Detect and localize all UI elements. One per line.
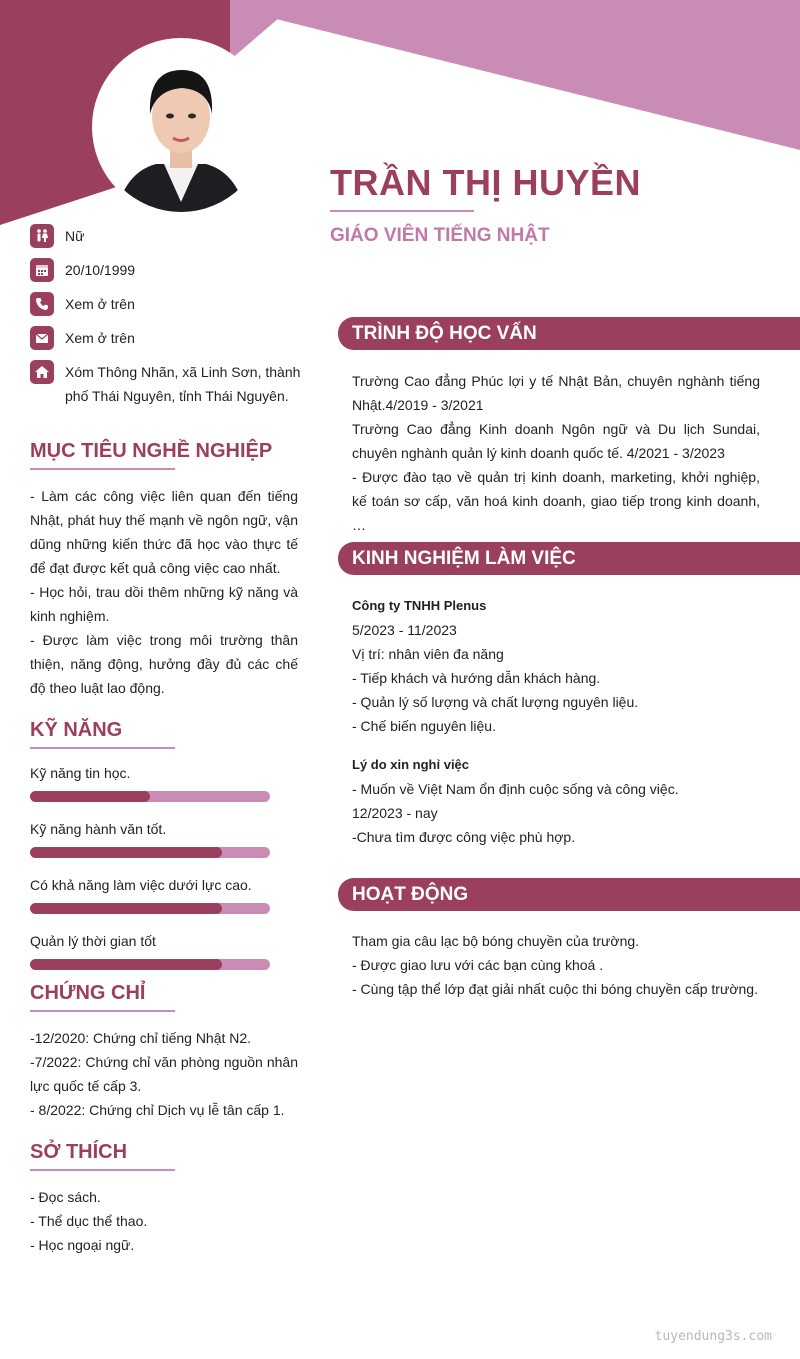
activities-body [338, 929, 760, 1001]
section-underline [30, 747, 175, 749]
skill-level-fill [30, 903, 222, 914]
certificate-item: -7/2022: Chứng chỉ văn phòng nguồn nhân lực quốc tế cấp 3. [30, 1054, 298, 1094]
contact-email [30, 326, 305, 350]
experience-heading: KINH NGHIỆM LÀM VIỆC [338, 542, 800, 575]
contact-birthday [30, 258, 305, 282]
objective-text: - Được làm việc trong môi trường thân thiện, năng động, hưởng đầy đủ các chế độ theo luật lao động. [30, 632, 298, 696]
contact-text: Xem ở trên [65, 330, 135, 346]
job-duty: - Tiếp khách và hướng dẫn khách hàng. [352, 670, 601, 686]
experience-section [338, 542, 800, 849]
job-duty: - Quản lý số lượng và chất lượng nguyên liệu. [352, 694, 639, 710]
hobbies-section [30, 1141, 298, 1257]
job-duty: - Chế biến nguyên liệu. [352, 718, 496, 734]
reason-text: - Muốn về Việt Nam ổn định cuộc sống và công việc. [352, 781, 679, 797]
education-heading: TRÌNH ĐỘ HỌC VẤN [338, 317, 800, 350]
hobby-item: - Học ngoại ngữ. [30, 1237, 135, 1253]
reason-text: -Chưa tìm được công việc phù hợp. [352, 829, 576, 845]
certificates-section [30, 982, 298, 1122]
gender-icon [30, 224, 54, 248]
experience-body [338, 594, 760, 849]
envelope-icon [30, 326, 54, 350]
activity-item: Tham gia câu lạc bộ bóng chuyền của trường. [352, 933, 640, 949]
job-position: Vị trí: nhân viên đa năng [352, 646, 504, 662]
job-title: GIÁO VIÊN TIẾNG NHẬT [330, 225, 550, 246]
home-icon [30, 360, 54, 384]
objective-heading: MỤC TIÊU NGHỀ NGHIỆP [30, 440, 273, 462]
certificates-heading: CHỨNG CHỈ [30, 982, 146, 1004]
education-entry: Trường Cao đẳng Kinh doanh Ngôn ngữ và Du lịch Sundai, chuyên nghành quản lý kinh doanh quốc tế. 4/2021 - 3/2023 [352, 421, 760, 461]
education-section [338, 317, 800, 537]
contact-text: Xóm Thông Nhãn, xã Linh Sơn, thành phố Thái Nguyên, tỉnh Thái Nguyên. [65, 364, 301, 404]
hobby-item: - Đọc sách. [30, 1189, 101, 1205]
contact-text: Xem ở trên [65, 296, 135, 312]
skill-bar [30, 847, 270, 858]
hobby-item: - Thể dục thể thao. [30, 1213, 148, 1229]
employment-period: 12/2023 - nay [352, 805, 438, 821]
skill-label: Có khả năng làm việc dưới lực cao. [30, 877, 252, 893]
education-entry: Trường Cao đẳng Phúc lợi y tế Nhật Bản, chuyên nghành tiếng Nhật.4/2019 - 3/2021 [352, 373, 760, 413]
activities-section [338, 878, 800, 1001]
skill-level-fill [30, 847, 222, 858]
contact-phone [30, 292, 305, 316]
skill-bar [30, 959, 270, 970]
skill-bar [30, 903, 270, 914]
education-entry: - Được đào tạo về quản trị kinh doanh, marketing, khởi nghiệp, kế toán sơ cấp, văn hoá kinh doanh, giao tiếp trong kinh doanh, … [352, 469, 760, 533]
contact-gender [30, 224, 305, 248]
employment-period: 5/2023 - 11/2023 [352, 622, 457, 638]
certificate-item: - 8/2022: Chứng chỉ Dịch vụ lễ tân cấp 1. [30, 1102, 285, 1118]
reason-heading: Lý do xin nghỉ việc [352, 757, 470, 772]
company-name: Công ty TNHH Plenus [352, 598, 487, 613]
skill-label: Quản lý thời gian tốt [30, 933, 156, 949]
activity-item: - Cùng tập thể lớp đạt giải nhất cuộc thi bóng chuyền cấp trường. [352, 981, 758, 997]
contact-text: 20/10/1999 [65, 262, 136, 278]
skill-label: Kỹ năng tin học. [30, 765, 131, 781]
profile-photo [92, 38, 270, 216]
skill-bar [30, 791, 270, 802]
section-underline [30, 1169, 175, 1171]
skill-label: Kỹ năng hành văn tốt. [30, 821, 167, 837]
certificate-item: -12/2020: Chứng chỉ tiếng Nhật N2. [30, 1030, 252, 1046]
skills-list [30, 763, 298, 970]
calendar-icon [30, 258, 54, 282]
objective-section [30, 440, 298, 700]
activities-heading: HOẠT ĐỘNG [338, 878, 800, 911]
name-underline [330, 210, 474, 212]
section-underline [30, 468, 175, 470]
skills-section [30, 719, 298, 987]
skills-heading: KỸ NĂNG [30, 719, 123, 741]
hobbies-heading: SỞ THÍCH [30, 1141, 128, 1163]
skill-level-fill [30, 791, 150, 802]
contact-list [30, 224, 305, 418]
section-underline [30, 1010, 175, 1012]
watermark: tuyendung3s.com [654, 1329, 772, 1344]
education-body [338, 369, 760, 537]
candidate-name: TRẦN THỊ HUYỀN [330, 162, 641, 203]
objective-text: - Học hỏi, trau dồi thêm những kỹ năng và kinh nghiệm. [30, 584, 298, 624]
skill-level-fill [30, 959, 222, 970]
activity-item: - Được giao lưu với các bạn cùng khoá . [352, 957, 604, 973]
phone-icon [30, 292, 54, 316]
contact-text: Nữ [65, 228, 85, 244]
contact-address [30, 360, 305, 408]
objective-text: - Làm các công việc liên quan đến tiếng Nhật, phát huy thế mạnh về ngôn ngữ, vận dũng những kiến thức đã học vào thực tế để đạt được kết quả công việc cao nhất. [30, 488, 298, 576]
